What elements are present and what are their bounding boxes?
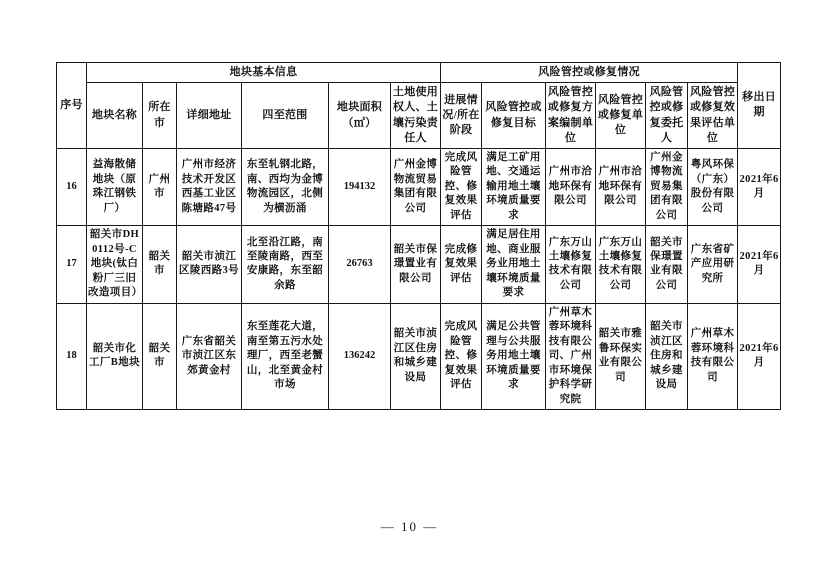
cell-address: 韶关市浈江区陵西路3号 bbox=[177, 226, 242, 303]
table-row bbox=[57, 303, 781, 409]
cell-exit-date: 2021年6月 bbox=[738, 148, 781, 225]
column-header-owner: 土地使用权人、土壤污染责任人 bbox=[391, 83, 441, 149]
cell-name: 韶关市DH0112号-C地块(钛白粉厂三旧改造项目） bbox=[87, 226, 143, 303]
cell-owner: 韶关市保璟置业有限公司 bbox=[391, 226, 441, 303]
cell-name: 韶关市化工厂B地块 bbox=[87, 303, 143, 409]
table-header bbox=[57, 63, 781, 149]
cell-address: 广州市经济技术开发区西基工业区陈塘路47号 bbox=[177, 148, 242, 225]
table-header-group-row bbox=[57, 63, 781, 83]
column-header-plan-unit: 风险管控或修复方案编制单位 bbox=[546, 83, 596, 149]
cell-stage: 完成风险管控、修复效果评估 bbox=[441, 303, 482, 409]
cell-stage: 完成风险管控、修复效果评估 bbox=[441, 148, 482, 225]
column-header-city: 所在市 bbox=[143, 83, 177, 149]
cell-evaluator: 粤风环保（广东）股份有限公司 bbox=[688, 148, 738, 225]
cell-client: 韶关市保璟置业有限公司 bbox=[646, 226, 688, 303]
cell-exit-date: 2021年6月 bbox=[738, 226, 781, 303]
cell-area: 194132 bbox=[329, 148, 391, 225]
cell-goal: 满足居住用地、商业服务业用地土壤环境质量要求 bbox=[482, 226, 546, 303]
column-header-remediation-unit: 风险管控或修复单位 bbox=[596, 83, 646, 149]
cell-owner: 广州金博物流贸易集团有限公司 bbox=[391, 148, 441, 225]
cell-remediation-unit: 广东万山土壤修复技术有限公司 bbox=[596, 226, 646, 303]
cell-goal: 满足工矿用地、交通运输用地土壤环境质量要求 bbox=[482, 148, 546, 225]
column-group-header-risk-control: 风险管控或修复情况 bbox=[441, 63, 738, 83]
table-header-sub-row bbox=[57, 83, 781, 149]
column-header-seq: 序号 bbox=[57, 63, 87, 149]
column-header-boundaries: 四至范围 bbox=[242, 83, 329, 149]
table-body bbox=[57, 148, 781, 409]
table-row bbox=[57, 226, 781, 303]
cell-seq: 18 bbox=[57, 303, 87, 409]
cell-plan-unit: 广东万山土壤修复技术有限公司 bbox=[546, 226, 596, 303]
land-parcel-table-container bbox=[56, 62, 779, 410]
table-row bbox=[57, 148, 781, 225]
cell-seq: 17 bbox=[57, 226, 87, 303]
column-group-header-basic-info: 地块基本信息 bbox=[87, 63, 441, 83]
column-header-exit-date: 移出日期 bbox=[738, 63, 781, 149]
cell-evaluator: 广东省矿产应用研究所 bbox=[688, 226, 738, 303]
cell-evaluator: 广州草木蓉环境科技有限公司 bbox=[688, 303, 738, 409]
cell-area: 136242 bbox=[329, 303, 391, 409]
cell-name: 益海散储地块（原珠江钢铁厂） bbox=[87, 148, 143, 225]
cell-remediation-unit: 韶关市雅鲁环保实业有限公司 bbox=[596, 303, 646, 409]
column-header-evaluator: 风险管控或修复效果评估单位 bbox=[688, 83, 738, 149]
cell-stage: 完成修复效果评估 bbox=[441, 226, 482, 303]
cell-owner: 韶关市浈江区住房和城乡建设局 bbox=[391, 303, 441, 409]
cell-area: 26763 bbox=[329, 226, 391, 303]
cell-client: 广州金博物流贸易集团有限公司 bbox=[646, 148, 688, 225]
cell-city: 广州市 bbox=[143, 148, 177, 225]
cell-remediation-unit: 广州市洽地环保有限公司 bbox=[596, 148, 646, 225]
cell-city: 韶关市 bbox=[143, 226, 177, 303]
column-header-stage: 进展情况/所在阶段 bbox=[441, 83, 482, 149]
cell-city: 韶关市 bbox=[143, 303, 177, 409]
cell-goal: 满足公共管理与公共服务用地土壤环境质量要求 bbox=[482, 303, 546, 409]
cell-exit-date: 2021年6月 bbox=[738, 303, 781, 409]
cell-boundaries: 北至沿江路，南至陵南路，西至安康路，东至韶余路 bbox=[242, 226, 329, 303]
cell-client: 韶关市浈江区住房和城乡建设局 bbox=[646, 303, 688, 409]
column-header-goal: 风险管控或修复目标 bbox=[482, 83, 546, 149]
column-header-parcel-name: 地块名称 bbox=[87, 83, 143, 149]
column-header-address: 详细地址 bbox=[177, 83, 242, 149]
cell-plan-unit: 广州市洽地环保有限公司 bbox=[546, 148, 596, 225]
cell-boundaries: 东至莲花大道，南至第五污水处理厂，西至老蟹山，北至黄金村市场 bbox=[242, 303, 329, 409]
land-parcel-table bbox=[56, 62, 781, 410]
cell-address: 广东省韶关市浈江区东郊黄金村 bbox=[177, 303, 242, 409]
cell-plan-unit: 广州草木蓉环境科技有限公司、广州市环境保护科学研究院 bbox=[546, 303, 596, 409]
column-header-client: 风险管控或修复委托人 bbox=[646, 83, 688, 149]
cell-boundaries: 东至轧钢北路，南、西均为金博物流园区，北侧为横沥涌 bbox=[242, 148, 329, 225]
page-number-footer: — 10 — bbox=[380, 519, 439, 534]
column-header-area: 地块面积（㎡） bbox=[329, 83, 391, 149]
cell-seq: 16 bbox=[57, 148, 87, 225]
